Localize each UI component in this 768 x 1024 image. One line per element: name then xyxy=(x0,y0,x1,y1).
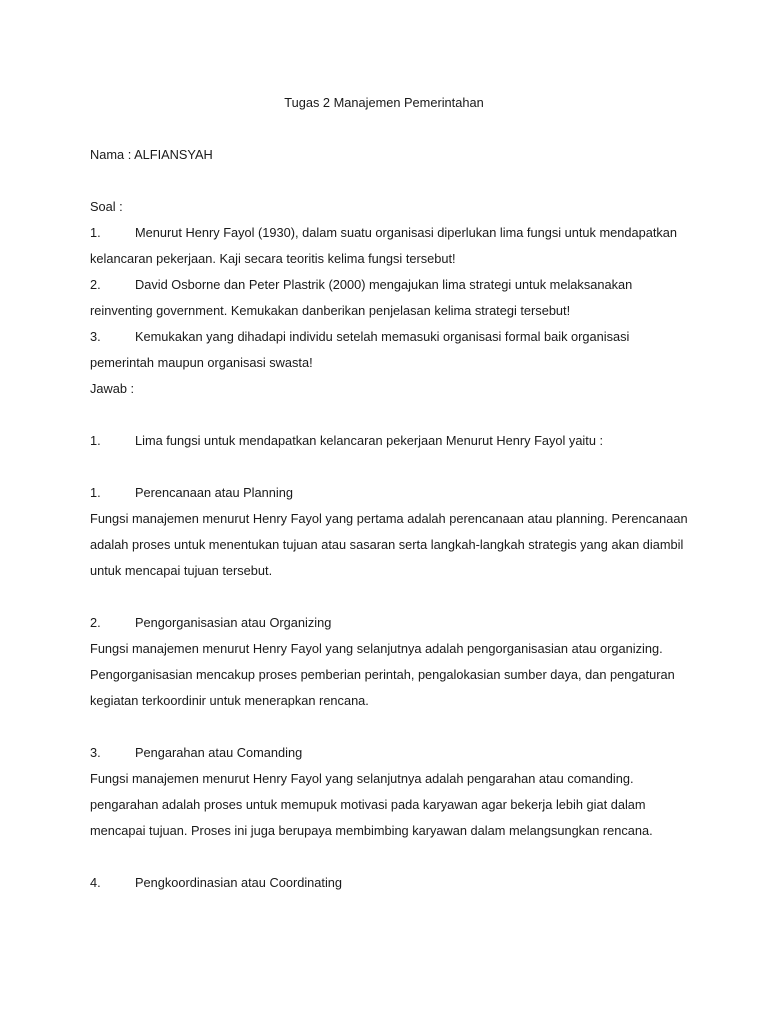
question-3-line-1 xyxy=(90,327,690,347)
function-number: 4. xyxy=(90,875,101,890)
function-3-heading xyxy=(90,743,690,763)
question-text: Menurut Henry Fayol (1930), dalam suatu organisasi diperlukan lima fungsi untuk mendapatkan xyxy=(135,225,678,240)
function-heading-text: Pengorganisasian atau Organizing xyxy=(135,615,332,630)
function-3-body-line: pengarahan adalah proses untuk memupuk motivasi pada karyawan agar bekerja lebih giat dalam xyxy=(90,797,646,812)
document-title: Tugas 2 Manajemen Pemerintahan xyxy=(284,95,484,110)
question-number: 2. xyxy=(90,277,101,292)
question-text: Kemukakan yang dihadapi individu setelah memasuki organisasi formal baik organisasi xyxy=(135,329,630,344)
function-number: 2. xyxy=(90,615,101,630)
function-3-body-line: mencapai tujuan. Proses ini juga berupaya membimbing karyawan dalam melangsungkan rencana. xyxy=(90,823,653,838)
function-number: 1. xyxy=(90,485,101,500)
question-text: David Osborne dan Peter Plastrik (2000) mengajukan lima strategi untuk melaksanakan xyxy=(135,277,633,292)
function-2-body-line: Fungsi manajemen menurut Henry Fayol yang selanjutnya adalah pengorganisasian atau organizing. xyxy=(90,641,663,656)
function-3-body-line: Fungsi manajemen menurut Henry Fayol yang selanjutnya adalah pengarahan atau comanding. xyxy=(90,771,634,786)
student-name: Nama : ALFIANSYAH xyxy=(90,147,213,162)
function-1-body-line: untuk mencapai tujuan tersebut. xyxy=(90,563,273,578)
question-1-line-2: kelancaran pekerjaan. Kaji secara teoritis kelima fungsi tersebut! xyxy=(90,251,456,266)
question-1-line-1 xyxy=(90,223,690,243)
jawab-label: Jawab : xyxy=(90,381,135,396)
answer-intro-text: Lima fungsi untuk mendapatkan kelancaran pekerjaan Menurut Henry Fayol yaitu : xyxy=(135,433,604,448)
function-2-body-line: kegiatan terkoordinir untuk menerapkan rencana. xyxy=(90,693,369,708)
answer-intro xyxy=(90,431,690,451)
question-3-line-2: pemerintah maupun organisasi swasta! xyxy=(90,355,313,370)
function-heading-text: Perencanaan atau Planning xyxy=(135,485,293,500)
function-number: 3. xyxy=(90,745,101,760)
question-2-line-2: reinventing government. Kemukakan danberikan penjelasan kelima strategi tersebut! xyxy=(90,303,571,318)
question-number: 3. xyxy=(90,329,101,344)
function-4-heading xyxy=(90,873,690,893)
function-heading-text: Pengarahan atau Comanding xyxy=(135,745,303,760)
question-number: 1. xyxy=(90,225,101,240)
function-2-heading xyxy=(90,613,690,633)
function-1-body-line: Fungsi manajemen menurut Henry Fayol yang pertama adalah perencanaan atau planning. Perencanaan xyxy=(90,511,688,526)
function-1-body-line: adalah proses untuk menentukan tujuan atau sasaran serta langkah-langkah strategis yang akan diambil xyxy=(90,537,684,552)
question-2-line-1 xyxy=(90,275,690,295)
answer-number: 1. xyxy=(90,433,101,448)
function-heading-text: Pengkoordinasian atau Coordinating xyxy=(135,875,343,890)
function-2-body-line: Pengorganisasian mencakup proses pemberian perintah, pengalokasian sumber daya, dan pengaturan xyxy=(90,667,675,682)
function-1-heading xyxy=(90,483,690,503)
soal-label: Soal : xyxy=(90,199,123,214)
